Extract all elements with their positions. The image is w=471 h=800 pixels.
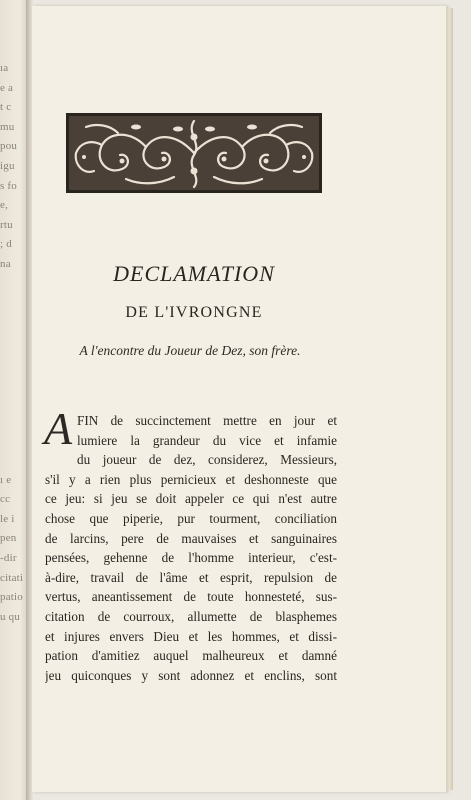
previous-page-fragment: igu (0, 160, 15, 172)
chapter-dedication: A l'encontre du Joueur de Dez, son frère. (79, 343, 301, 358)
previous-page-fragment: e, (0, 199, 9, 212)
previous-page-fragment: citati (0, 571, 24, 584)
previous-page-fragment: s fo (0, 179, 17, 192)
previous-page-fragment: u qu (0, 610, 21, 623)
previous-page-fragment: mu (0, 120, 15, 133)
body-line: ce jeu: si jeu se doit appeler ce qui n'est autre (45, 491, 337, 507)
page-edge (446, 8, 453, 790)
chapter-subtitle: DE L'IVRONGNE (125, 304, 263, 321)
body-line: jeu quiconques y sont adonnez et enclins, sont (45, 667, 337, 683)
body-line: pensées, gehenne de l'homme interieur, c'est- (45, 550, 337, 566)
fleuron-headpiece-icon (66, 113, 322, 193)
body-line: lumiere la grandeur du vice et infamie (77, 432, 337, 448)
previous-page-fragment: e a (0, 81, 14, 94)
previous-page-fragment: patio (0, 591, 23, 604)
previous-page-fragment: t c (0, 101, 12, 114)
previous-page-fragment: pou (0, 140, 18, 153)
body-line: de larcins, pere de mauvaises et sanguinaires (45, 530, 337, 546)
previous-page-fragment: cc (0, 493, 11, 506)
previous-page-fragment: ı e (0, 473, 12, 486)
previous-page-fragment: pen (0, 532, 17, 545)
chapter-title: DECLAMATION (113, 261, 275, 286)
previous-page-fragment: ıa (0, 62, 9, 74)
body-line: s'il y a rien plus pernicieux et deshonneste que (45, 471, 337, 487)
body-line: chose que piperie, pur tourment, conciliation (45, 510, 337, 526)
previous-page-fragment: na (0, 258, 11, 270)
previous-page-fragment: le i (0, 512, 15, 525)
body-line: citation de courroux, allumette de blasphemes (45, 608, 337, 624)
body-line: et injures envers Dieu et les hommes, et dissi- (45, 628, 337, 644)
drop-cap-letter: A (43, 403, 73, 454)
previous-page-edge (0, 0, 28, 800)
previous-page-fragment: rtu (0, 218, 13, 231)
body-line: du joueur de dez, considerez, Messieurs, (77, 452, 337, 468)
body-line: FIN de succinctement mettre en jour et (77, 413, 337, 428)
body-line: à-dire, travail de l'âme et esprit, repulsion de (45, 569, 337, 585)
body-line: vertus, aneantissement de toute honnesteté, sus- (45, 589, 337, 605)
previous-page-fragment: ; d (0, 238, 12, 251)
body-line: pation d'amitiez auquel malheureux et damné (45, 648, 337, 664)
body-text (45, 411, 337, 685)
previous-page-fragment: -dir (0, 552, 17, 564)
